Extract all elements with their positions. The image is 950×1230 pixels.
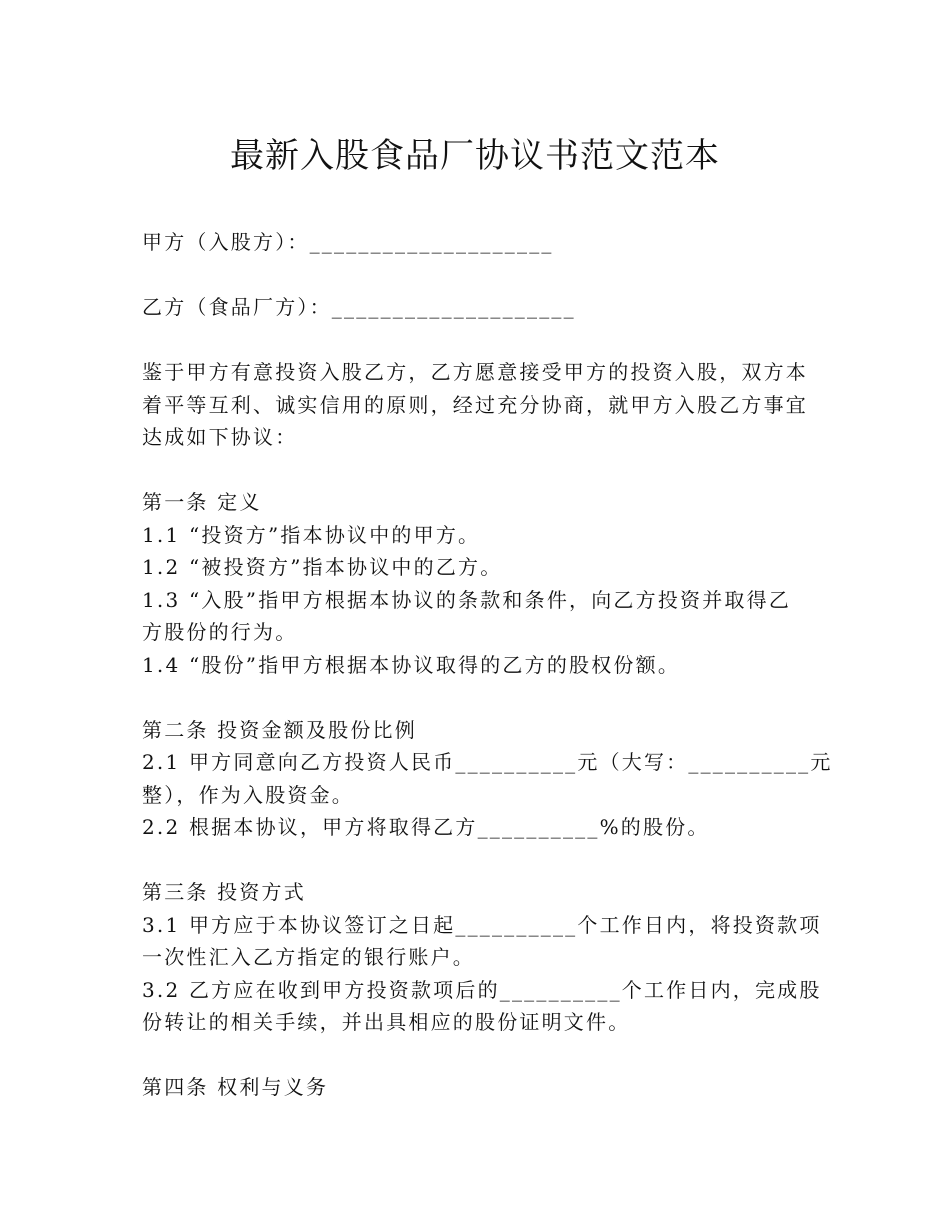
article-2-heading: 第二条 投资金额及股份比例 <box>142 717 417 742</box>
document-body <box>142 226 833 1104</box>
article-1-line: 1.2 “被投资方”指本协议中的乙方。 <box>142 555 503 579</box>
article-4-heading: 第四条 权利与义务 <box>142 1075 329 1099</box>
preamble-line: 鉴于甲方有意投资入股乙方，乙方愿意接受甲方的投资入股，双方本 <box>142 360 808 384</box>
party-b-line: 乙方（食品厂方）：____________________ <box>142 295 576 319</box>
article-3-line: 3.2 乙方应在收到甲方投资款项后的__________个工作日内，完成股 <box>142 977 822 1002</box>
article-3-line: 一次性汇入乙方指定的银行账户。 <box>142 945 475 969</box>
article-3-heading: 第三条 投资方式 <box>142 880 306 904</box>
document-title: 最新入股食品厂协议书范文范本 <box>230 136 720 176</box>
paragraph-spacer <box>142 681 802 714</box>
article-3-line: 份转让的相关手续，并出具相应的股份证明文件。 <box>142 1010 631 1034</box>
article-3-line: 3.1 甲方应于本协议签订之日起__________个工作日内，将投资款项 <box>142 912 822 937</box>
article-1-line: 1.4 “股份”指甲方根据本协议取得的乙方的股权份额。 <box>142 652 681 677</box>
article-1-line: 1.1 “投资方”指本协议中的甲方。 <box>142 522 481 547</box>
party-a-line: 甲方（入股方）：____________________ <box>142 230 554 254</box>
paragraph-spacer <box>142 454 802 487</box>
preamble-line: 着平等互利、诚实信用的原则，经过充分协商，就甲方入股乙方事宜 <box>142 392 808 417</box>
paragraph-spacer <box>142 1039 802 1072</box>
article-1-heading: 第一条 定义 <box>142 490 262 514</box>
preamble-line: 达成如下协议： <box>142 425 298 449</box>
article-2-line: 2.1 甲方同意向乙方投资人民币__________元（大写：__________元 <box>142 750 833 774</box>
paragraph-spacer <box>142 844 802 877</box>
article-2-line: 2.2 根据本协议，甲方将取得乙方__________%的股份。 <box>142 815 710 839</box>
article-2-line: 整），作为入股资金。 <box>142 782 354 807</box>
article-1-line: 1.3 “入股”指甲方根据本协议的条款和条件，向乙方投资并取得乙 <box>142 587 792 612</box>
article-1-line: 方股份的行为。 <box>142 620 298 644</box>
